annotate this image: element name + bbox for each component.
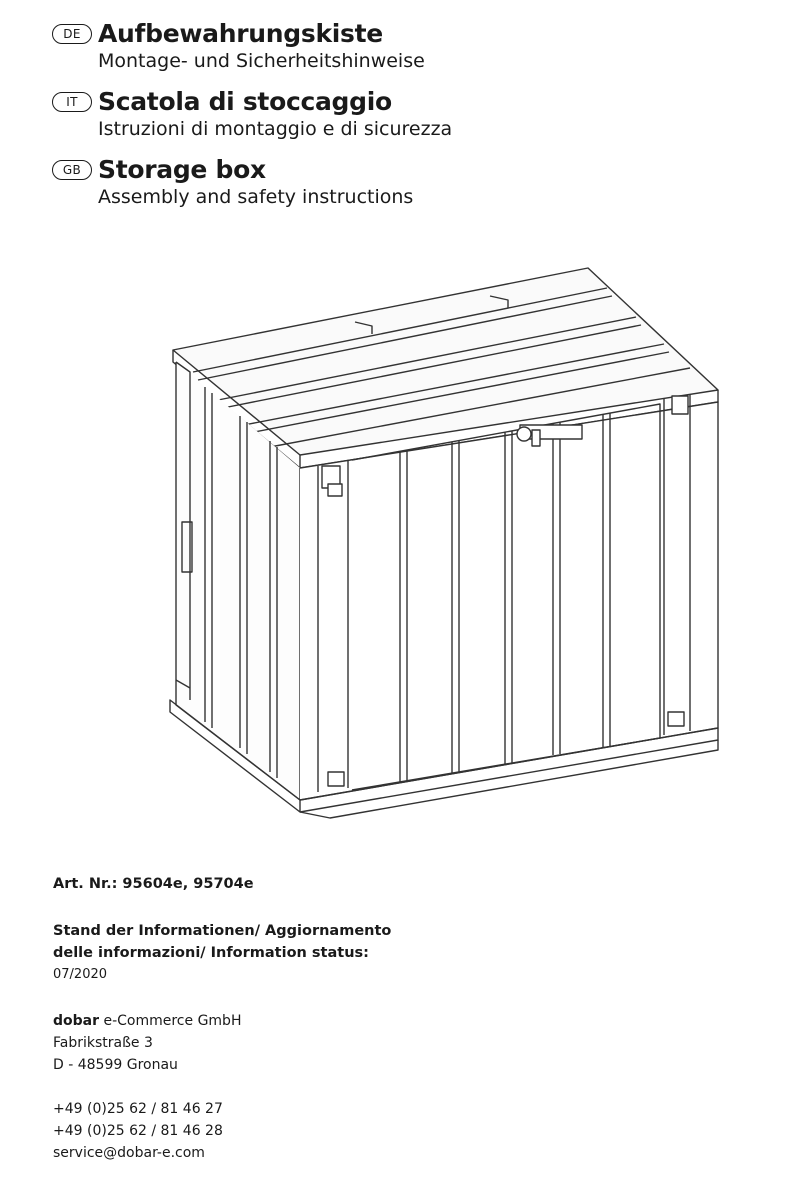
lang-badge-de: DE xyxy=(52,24,92,44)
lang-header-de xyxy=(52,20,425,73)
article-number: Art. Nr.: 95604e, 95704e xyxy=(53,876,254,892)
phone-1: +49 (0)25 62 / 81 46 27 xyxy=(53,1101,223,1117)
information-status xyxy=(53,920,391,986)
company-street: Fabrikstraße 3 xyxy=(53,1035,153,1051)
title-de: Aufbewahrungskiste xyxy=(98,19,383,48)
info-status-date: 07/2020 xyxy=(53,967,108,982)
title-it: Scatola di stoccaggio xyxy=(98,87,392,116)
company-city: D - 48599 Gronau xyxy=(53,1057,178,1073)
company-name-line xyxy=(53,1010,241,1032)
subtitle-gb: Assembly and safety instructions xyxy=(98,186,414,208)
company-address xyxy=(53,1010,241,1076)
info-status-line1: Stand der Informationen/ Aggiornamento xyxy=(53,923,392,939)
subtitle-de: Montage- und Sicherheitshinweise xyxy=(98,50,425,72)
title-gb: Storage box xyxy=(98,155,266,184)
phone-2: +49 (0)25 62 / 81 46 28 xyxy=(53,1123,223,1139)
info-status-line2: delle informazioni/ Information status: xyxy=(53,945,369,961)
company-brand: dobar xyxy=(53,1013,100,1029)
subtitle-it: Istruzioni di montaggio e di sicurezza xyxy=(98,118,453,140)
lang-badge-gb: GB xyxy=(52,160,92,180)
lang-badge-it: IT xyxy=(52,92,92,112)
company-name-rest: e-Commerce GmbH xyxy=(99,1013,242,1029)
storage-box-illustration xyxy=(160,262,740,822)
email: service@dobar-e.com xyxy=(53,1145,205,1161)
lang-header-gb xyxy=(52,156,413,209)
contact-block xyxy=(53,1098,223,1164)
lang-header-it xyxy=(52,88,452,141)
